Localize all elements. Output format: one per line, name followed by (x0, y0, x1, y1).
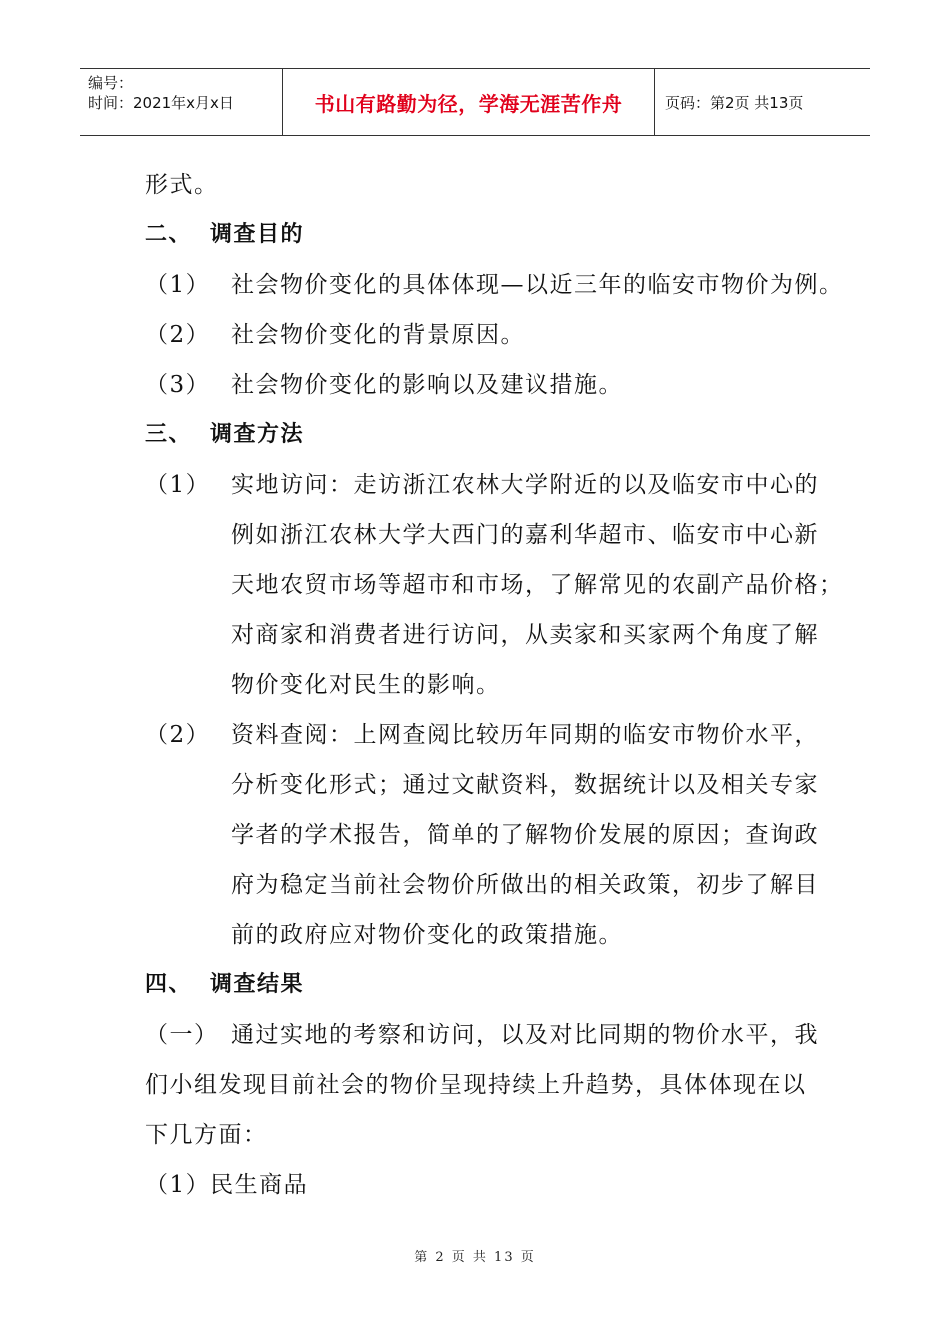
header-page-info: 页码：第2页 共13页 (665, 93, 804, 112)
item-text: 实地访问：走访浙江农林大学附近的以及临安市中心的 (231, 472, 819, 498)
section-heading-results (145, 960, 825, 1010)
list-item (145, 310, 825, 360)
section-heading-purpose (145, 210, 825, 260)
section-title: 调查方法 (210, 422, 305, 447)
item-text: 社会物价变化的影响以及建议措施。 (231, 372, 623, 398)
item-continuation: 物价变化对民生的影响。 (231, 672, 501, 698)
list-item (145, 260, 844, 310)
section-heading-method (145, 410, 825, 460)
item-number: （2） (145, 722, 211, 748)
subheading: （1）民生商品 (145, 1172, 309, 1198)
paragraph-line: 下几方面： (145, 1122, 268, 1148)
item-continuation: 前的政府应对物价变化的政策措施。 (231, 922, 623, 948)
item-text: 社会物价变化的具体体现—以近三年的临安市物价为例。 (231, 272, 844, 298)
list-item (145, 360, 825, 410)
paragraph-text: 通过实地的考察和访问，以及对比同期的物价水平，我 (231, 1022, 819, 1048)
item-continuation: 天地农贸市场等超市和市场，了解常见的农副产品价格； (231, 572, 844, 598)
item-continuation: 分析变化形式；通过文献资料，数据统计以及相关专家 (231, 772, 819, 798)
item-continuation: 学者的学术报告，简单的了解物价发展的原因；查询政 (231, 822, 819, 848)
item-text: 资料查阅：上网查阅比较历年同期的临安市物价水平， (231, 722, 819, 748)
item-continuation: 对商家和消费者进行访问，从卖家和买家两个角度了解 (231, 622, 819, 648)
header-motto: 书山有路勤为径，学海无涯苦作舟 (283, 69, 655, 135)
item-number: （1） (145, 472, 211, 498)
paragraph-number: （一） (145, 1022, 219, 1048)
list-item (145, 460, 825, 510)
section-number: 二、 (145, 222, 193, 247)
document-body (145, 160, 844, 1210)
page-header (80, 68, 870, 136)
header-meta (80, 69, 283, 135)
intro-tail: 形式。 (145, 172, 219, 198)
paragraph-first-line (145, 1010, 825, 1060)
section-number: 三、 (145, 422, 193, 447)
item-continuation: 例如浙江农林大学大西门的嘉利华超市、临安市中心新 (231, 522, 819, 548)
section-number: 四、 (145, 972, 193, 997)
serial-label: 编号： (88, 74, 134, 92)
item-continuation: 府为稳定当前社会物价所做出的相关政策，初步了解目 (231, 872, 819, 898)
item-number: （2） (145, 322, 211, 348)
item-number: （3） (145, 372, 211, 398)
time-label: 时间：2021年x月x日 (88, 94, 234, 112)
section-title: 调查结果 (210, 972, 305, 997)
item-number: （1） (145, 272, 211, 298)
list-item (145, 710, 825, 760)
paragraph-line: 们小组发现目前社会的物价呈现持续上升趋势，具体体现在以 (145, 1072, 807, 1098)
page-footer: 第 2 页 共 13 页 (414, 1250, 536, 1265)
section-title: 调查目的 (210, 222, 305, 247)
item-text: 社会物价变化的背景原因。 (231, 322, 525, 348)
